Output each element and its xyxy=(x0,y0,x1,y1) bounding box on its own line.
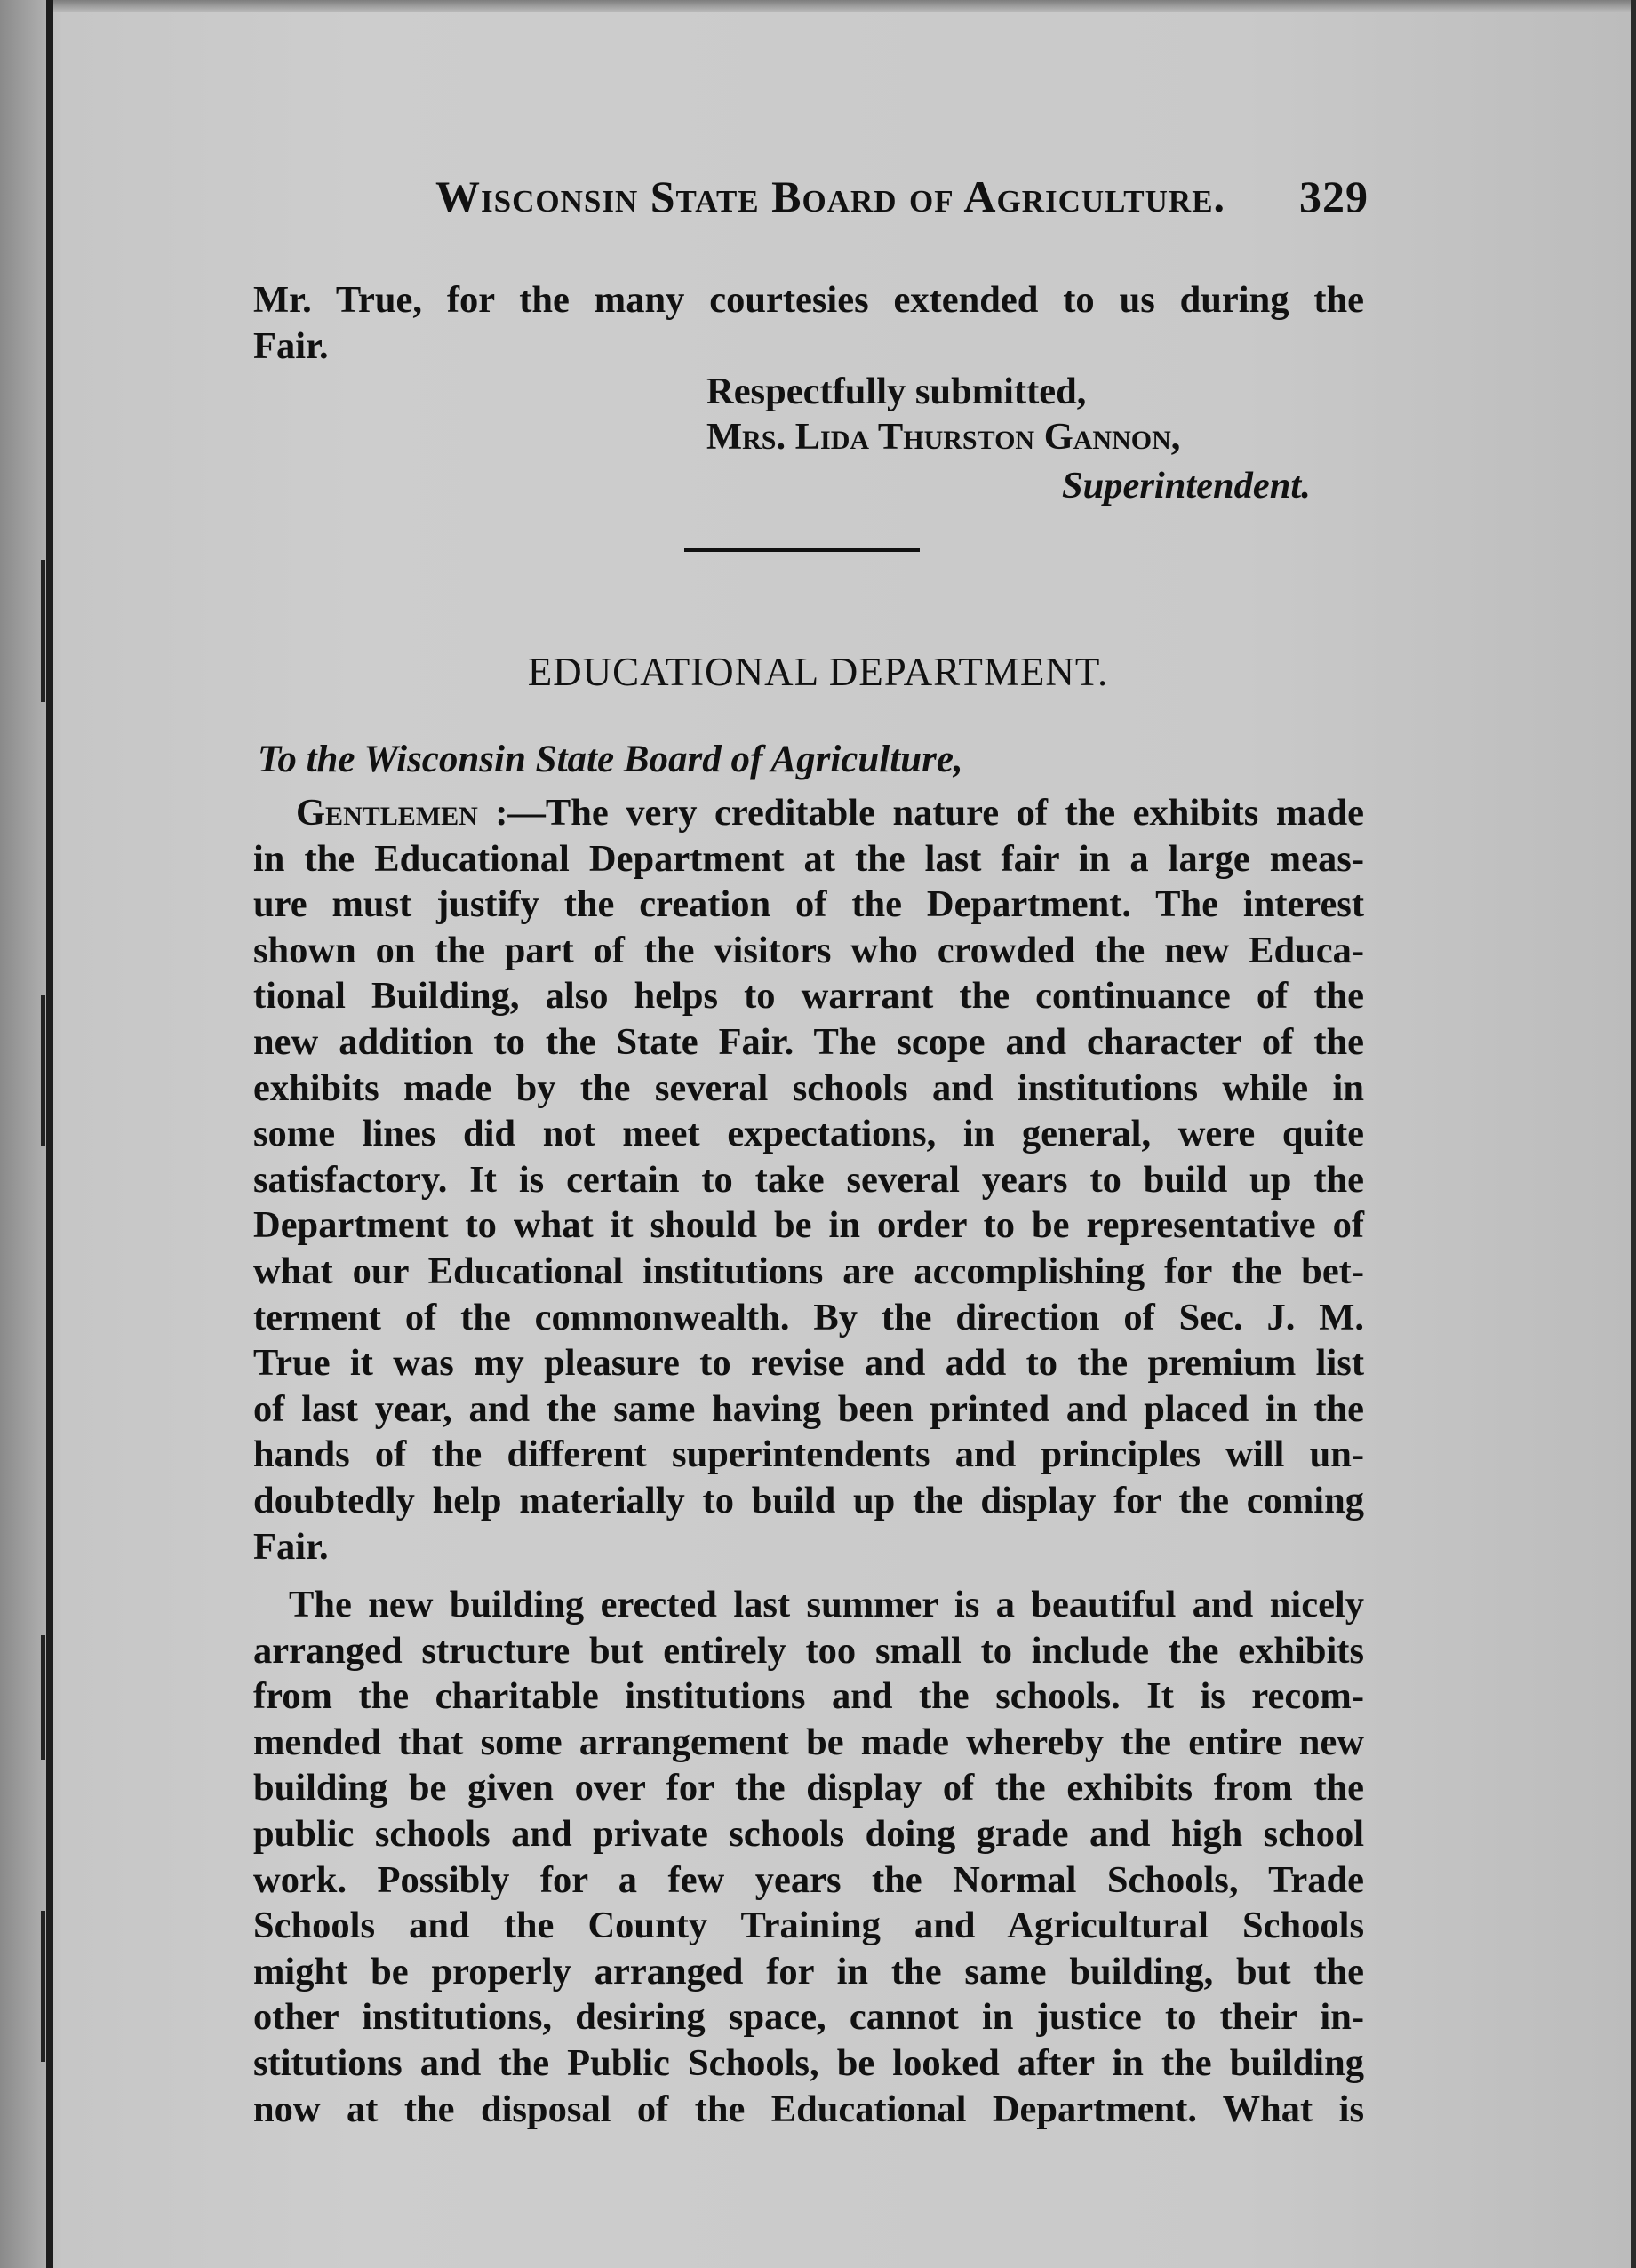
text-line: some lines did not meet expectations, in general, were quite xyxy=(253,1113,1364,1155)
text-line: new addition to the State Fair. The scope and character of the xyxy=(253,1020,1364,1063)
text-line: mended that some arrangement be made whereby the entire new xyxy=(253,1721,1364,1763)
text-line: of last year, and the same having been printed and placed in the xyxy=(253,1387,1364,1430)
intro-text xyxy=(253,277,1364,369)
text-line: now at the disposal of the Educational Department. What is xyxy=(253,2088,1364,2130)
salutation: To the Wisconsin State Board of Agriculture, xyxy=(258,739,963,780)
page-number: 329 xyxy=(1299,172,1369,221)
signature-title: Superintendent. xyxy=(1062,465,1311,507)
text-line: Department to what it should be in order to be representative of xyxy=(253,1204,1364,1247)
text-line: other institutions, desiring space, cannot in justice to their in- xyxy=(253,1996,1364,2039)
text-line: public schools and private schools doing grade and high school xyxy=(253,1812,1364,1855)
text-line: in the Educational Department at the last fair in a large meas- xyxy=(253,837,1364,880)
text-line: work. Possibly for a few years the Normal Schools, Trade xyxy=(253,1858,1364,1901)
text-line: exhibits made by the several schools and institutions while in xyxy=(253,1066,1364,1109)
paragraph-1 xyxy=(253,790,1364,1569)
text-line: Schools and the County Training and Agricultural Schools xyxy=(253,1905,1364,1947)
section-divider xyxy=(684,548,920,552)
signature-name: Mrs. Lida Thurston Gannon, xyxy=(706,416,1181,458)
paragraph-2 xyxy=(253,1582,1364,2132)
text-line: doubtedly help materially to build up the display for the coming xyxy=(253,1479,1364,1521)
text-line: tional Building, also helps to warrant the continuance of the xyxy=(253,975,1364,1018)
text-line: what our Educational institutions are accomplishing for the bet- xyxy=(253,1250,1364,1292)
text-line: Fair. xyxy=(253,1525,329,1568)
text-line: Fair. xyxy=(253,324,329,367)
text-line: from the charitable institutions and the schools. It is recom- xyxy=(253,1675,1364,1718)
margin-mark xyxy=(41,1911,45,2062)
text-line: stitutions and the Public Schools, be looked after in the building xyxy=(253,2041,1364,2084)
text-line: True it was my pleasure to revise and add to the premium list xyxy=(253,1342,1364,1385)
top-edge-shadow xyxy=(53,0,1636,12)
binding-shadow xyxy=(0,0,46,2268)
text-line: hands of the different superintendents and principles will un- xyxy=(253,1433,1364,1476)
signature-closing: Respectfully submitted, xyxy=(706,371,1087,412)
running-header xyxy=(435,171,1369,224)
text-line: arranged structure but entirely too small to include the exhibits xyxy=(253,1629,1364,1672)
text-line: satisfactory. It is certain to take several years to build up the xyxy=(253,1158,1364,1201)
text-line: ure must justify the creation of the Department. The interest xyxy=(253,883,1364,926)
text-line: terment of the commonwealth. By the direction of Sec. J. M. xyxy=(253,1296,1364,1338)
binding-edge xyxy=(46,0,53,2268)
margin-mark xyxy=(41,995,45,1146)
right-edge-shadow xyxy=(1631,0,1636,2268)
text-line: The new building erected last summer is a beautiful and nicely xyxy=(289,1584,1364,1625)
running-title: Wisconsin State Board of Agriculture. xyxy=(435,172,1226,221)
text-line: might be properly arranged for in the same building, but the xyxy=(253,1950,1364,1992)
text-line: shown on the part of the visitors who crowded the new Educa- xyxy=(253,929,1364,971)
text-line: building be given over for the display of the exhibits from the xyxy=(253,1767,1364,1809)
text-line: Gentlemen :—The very creditable nature of the exhibits made xyxy=(296,792,1364,834)
margin-mark xyxy=(41,1635,45,1760)
section-heading: EDUCATIONAL DEPARTMENT. xyxy=(527,650,1109,694)
text-line: Mr. True, for the many courtesies extended to us during the xyxy=(253,279,1364,321)
